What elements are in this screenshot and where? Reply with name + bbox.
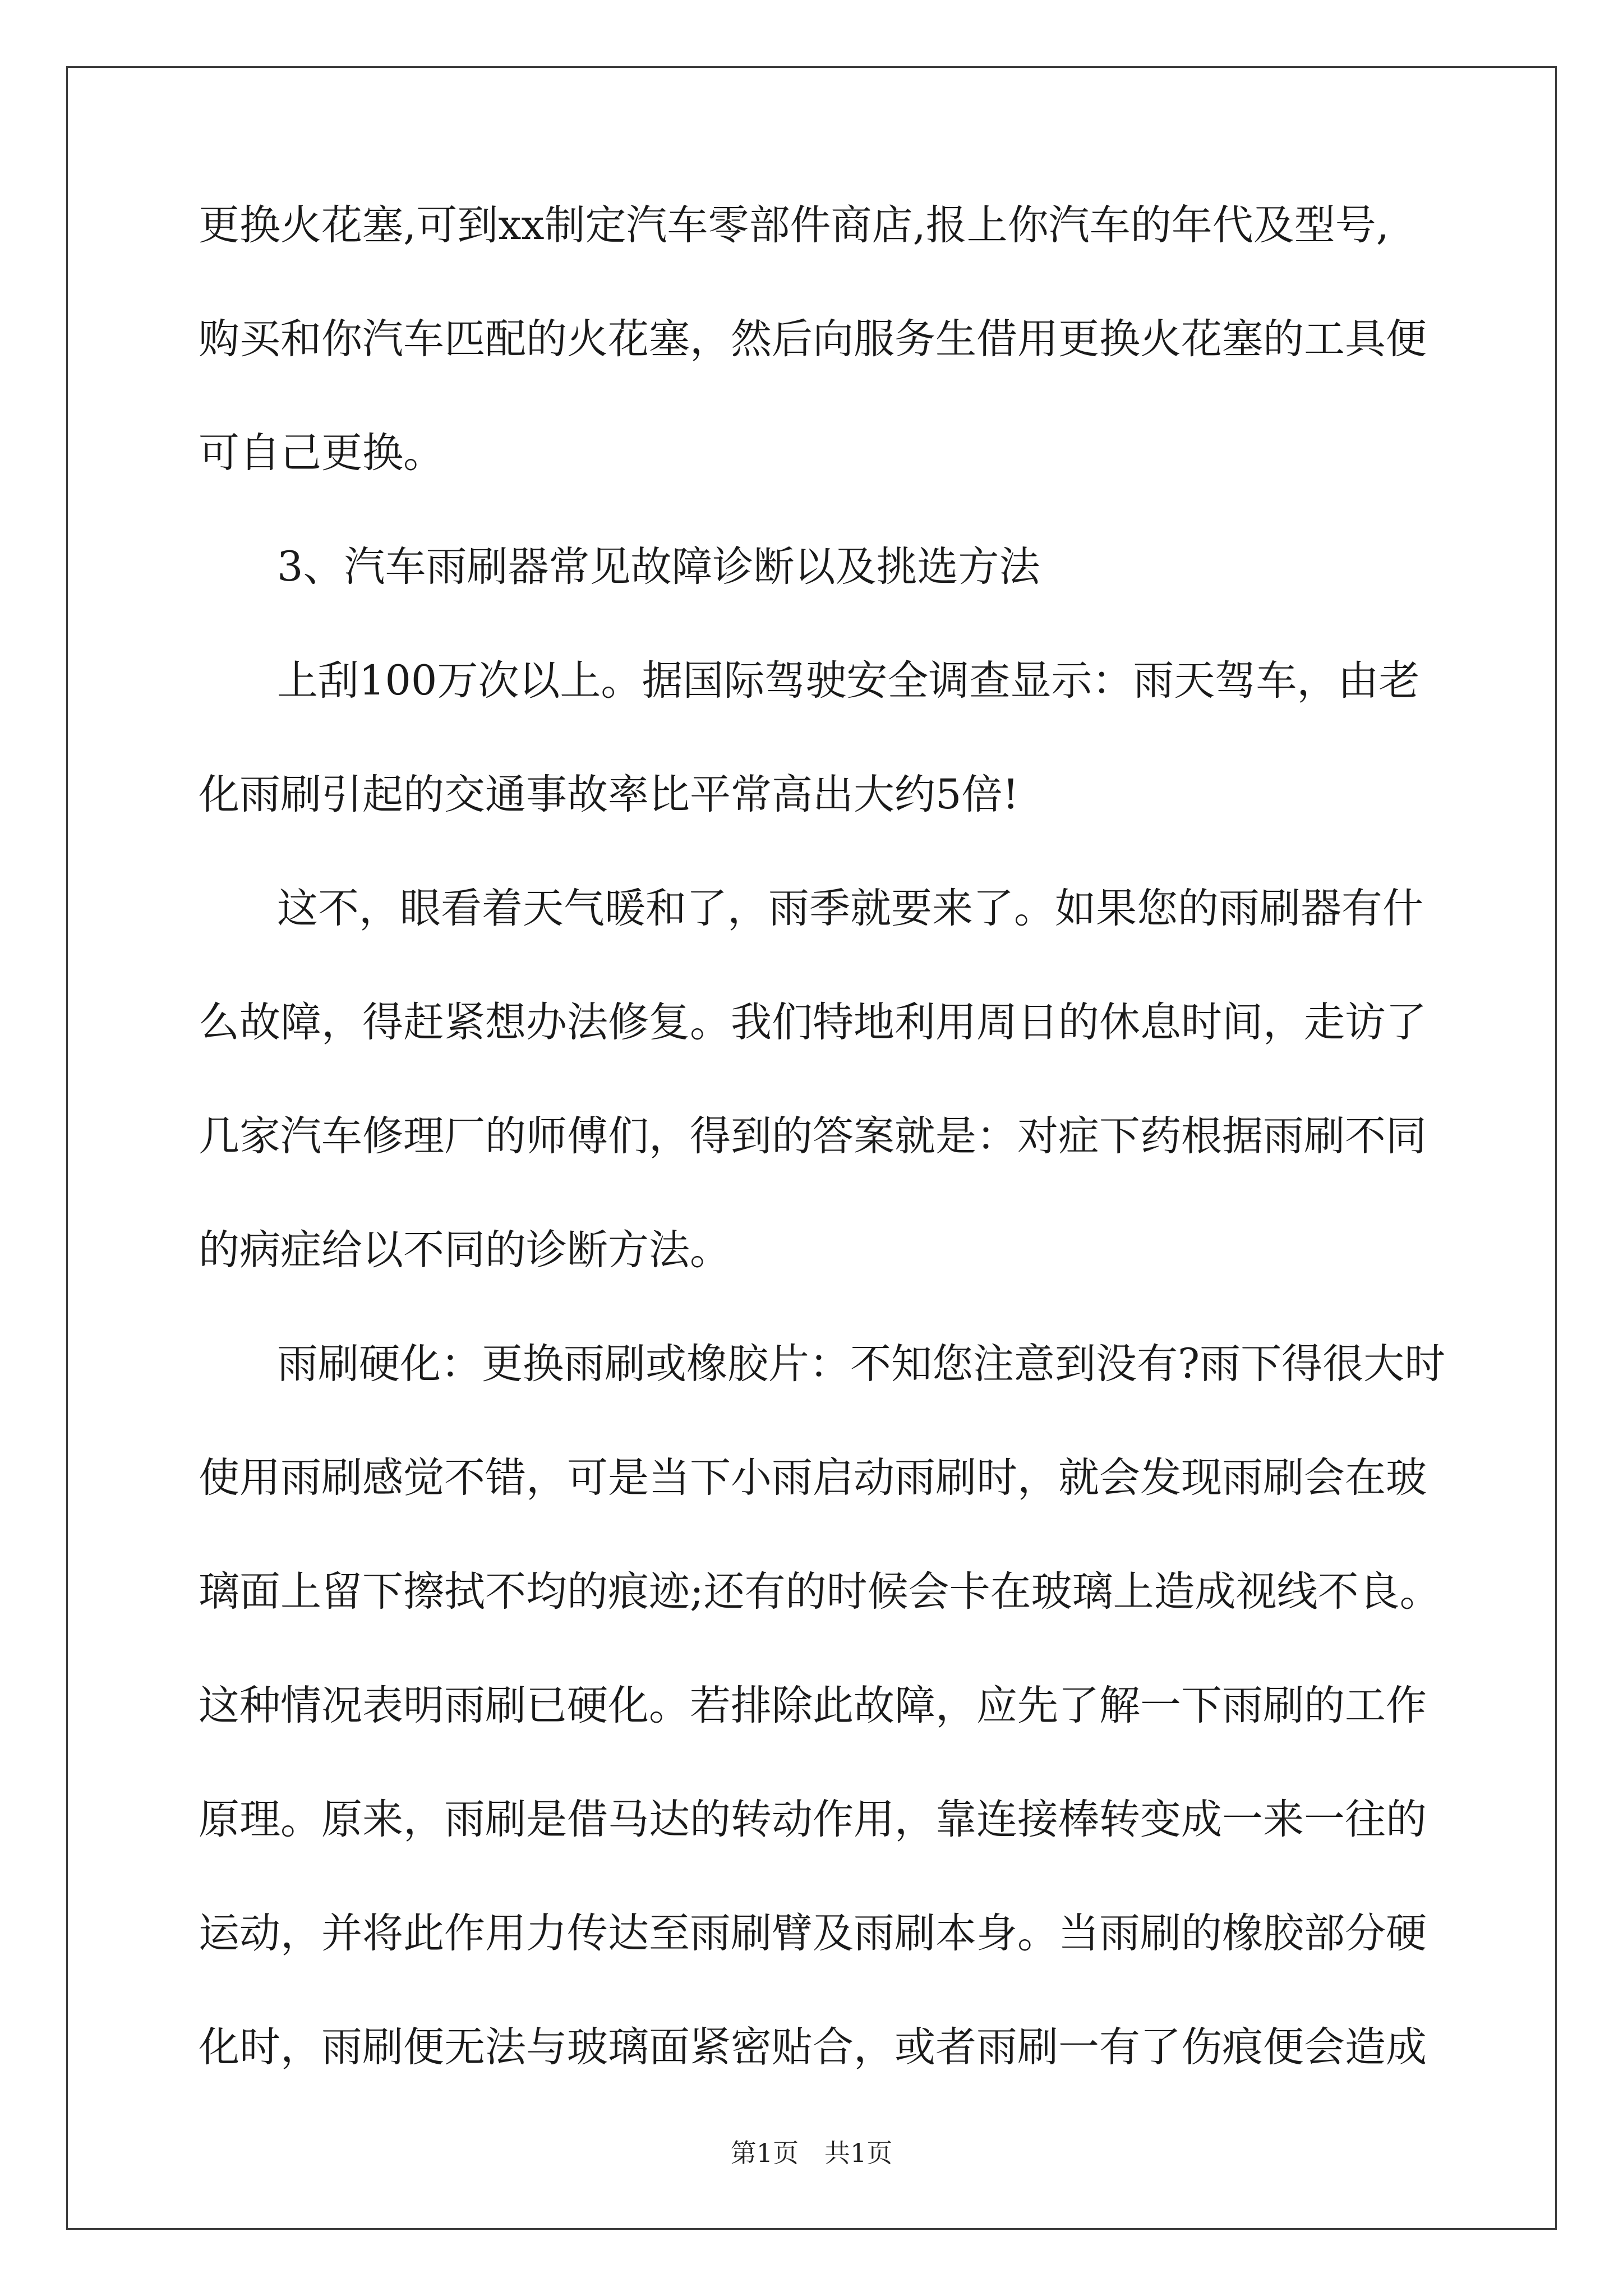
text-line: 使用雨刷感觉不错，可是当下小雨启动雨刷时，就会发现雨刷会在玻: [199, 1454, 1427, 1502]
text-line: 雨刷硬化：更换雨刷或橡胶片：不知您注意到没有?雨下得很大时: [277, 1340, 1446, 1388]
text-line: 更换火花塞,可到xx制定汽车零部件商店,报上你汽车的年代及型号,: [199, 201, 1389, 249]
text-line: 么故障，得赶紧想办法修复。我们特地利用周日的休息时间，走访了: [199, 999, 1427, 1046]
page-number: 第1页 共1页: [730, 2138, 893, 2168]
text-line: 上刮100万次以上。据国际驾驶安全调查显示：雨天驾车，由老: [277, 657, 1420, 705]
text-line: 化雨刷引起的交通事故率比平常高出大约5倍!: [199, 771, 1019, 818]
text-line: 原理。原来，雨刷是借马达的转动作用，靠连接棒转变成一来一往的: [199, 1796, 1427, 1843]
text-line: 这不，眼看着天气暖和了，雨季就要来了。如果您的雨刷器有什: [277, 885, 1423, 932]
text-line: 运动，并将此作用力传达至雨刷臂及雨刷本身。当雨刷的橡胶部分硬: [199, 1910, 1427, 1957]
text-line: 这种情况表明雨刷已硬化。若排除此故障，应先了解一下雨刷的工作: [199, 1682, 1427, 1729]
text-line: 几家汽车修理厂的师傅们，得到的答案就是：对症下药根据雨刷不同: [199, 1112, 1427, 1160]
text-line: 可自己更换。: [199, 429, 444, 477]
text-line: 购买和你汽车匹配的火花塞，然后向服务生借用更换火花塞的工具便: [199, 315, 1427, 363]
text-line: 璃面上留下擦拭不均的痕迹;还有的时候会卡在玻璃上造成视线不良。: [199, 1568, 1441, 1616]
text-line: 的病症给以不同的诊断方法。: [199, 1226, 731, 1274]
text-line: 化时，雨刷便无法与玻璃面紧密贴合，或者雨刷一有了伤痕便会造成: [199, 2023, 1427, 2071]
section-heading: 3、汽车雨刷器常见故障诊断以及挑选方法: [277, 543, 1040, 591]
